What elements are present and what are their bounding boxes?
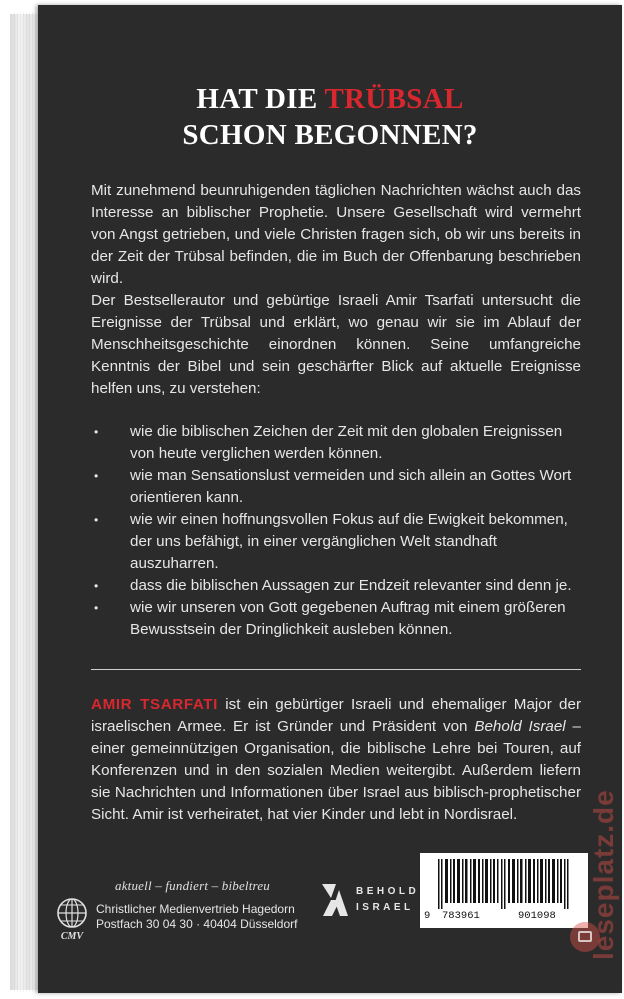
isbn-group-1: 783961 [442,910,480,922]
list-item [94,465,584,509]
list-item [94,597,584,641]
publisher-name: Christlicher Medienvertrieb Hagedorn [96,902,295,916]
benefit-list [94,421,584,641]
globe-icon [52,896,92,942]
publisher-address: Postfach 30 04 30 · 40404 Düsseldorf [96,917,298,931]
isbn-group-2: 901098 [518,910,556,922]
list-item-text: dass die biblischen Aussagen zur Endzeit relevanter sind denn je. [130,577,572,594]
back-cover [38,5,622,993]
list-item-text: wie wir unseren von Gott gegebenen Auftrag mit einem größeren Bewusstsein der Dringlichkeit ausleben können. [130,599,566,638]
watermark-book-icon [570,922,600,952]
list-item [94,421,584,465]
list-item [94,509,584,575]
intro-paragraph-2: Der Bestsellerautor und gebürtige Israeli Amir Tsarfati untersucht die Ereignisse der Trübsal und erklärt, wo genau wir sie im Ablauf der Menschheitsgeschichte einordnen können. Seine umfangreiche Kenntnis der Bibel und sein geschärfter Blick auf aktuelle Ereignisse helfen uns, zu verstehen: [91,292,581,397]
section-divider [91,669,581,670]
behold-label: BEHOLD [356,886,420,897]
intro-text [91,180,581,400]
isbn-barcode [420,853,588,928]
list-item [94,575,584,597]
title-line2: SCHON BEGONNEN? [182,119,478,151]
bio-text-1: ist ein gebürtiger Israeli und ehemaliger Major der israelischen Armee. Er ist Gründer und Präsident von [91,696,582,735]
intro-paragraph-1: Mit zunehmend beunruhigenden täglichen Nachrichten wächst auch das Interesse an biblischer Prophetie. Unsere Gesellschaft wird vermehrt von Angst getrieben, und viele Christen fragen sich, ob wir uns bereits in der Zeit der Trübsal befinden, die im Buch der Offenbarung beschrieben wird. [91,182,581,287]
author-bio [91,694,581,826]
title-accent-word: TRÜBSAL [324,83,464,115]
publisher-block [52,878,302,968]
list-item-text: wie man Sensationslust vermeiden und sich allein an Gottes Wort orientieren kann. [130,467,572,506]
barcode-bars [424,859,584,909]
list-item-text: wie wir einen hoffnungsvollen Fokus auf die Ewigkeit bekommen, der uns befähigt, in einer vergänglichen Welt standhaft auszuharren. [130,511,568,572]
bullet-icon: • [94,425,99,439]
organization-name: Behold Israel [474,718,566,735]
publisher-slogan: aktuell – fundiert – bibeltreu [115,878,270,893]
bullet-icon: • [94,601,99,615]
list-item-text: wie die biblischen Zeichen der Zeit mit den globalen Ereignissen von heute verglichen werden können. [130,423,563,462]
cmv-logo-text: CMV [60,931,84,942]
author-name: AMIR TSARFATI [91,696,219,713]
israel-label: ISRAEL [356,902,414,913]
cover-title [38,81,622,153]
bio-text-2: – einer gemeinnützigen Organisation, die biblische Lehre bei Touren, auf Konferenzen und in den sozialen Medien weitergibt. Außerdem liefern sie Nachrichten und Informationen über Israel aus biblisch-prophetischer Sicht. Amir ist verheiratet, hat vier Kinder und lebt in Nordisrael. [91,718,581,823]
bullet-icon: • [94,469,99,483]
bullet-icon: • [94,579,99,593]
bullet-icon: • [94,513,99,527]
isbn-digits [420,910,588,926]
title-prefix: HAT DIE [196,83,325,115]
watermark-text: leseplatz.de [588,789,619,960]
isbn-first-digit: 9 [424,910,431,922]
behold-mark-icon [318,880,352,920]
page-edges [14,12,40,992]
